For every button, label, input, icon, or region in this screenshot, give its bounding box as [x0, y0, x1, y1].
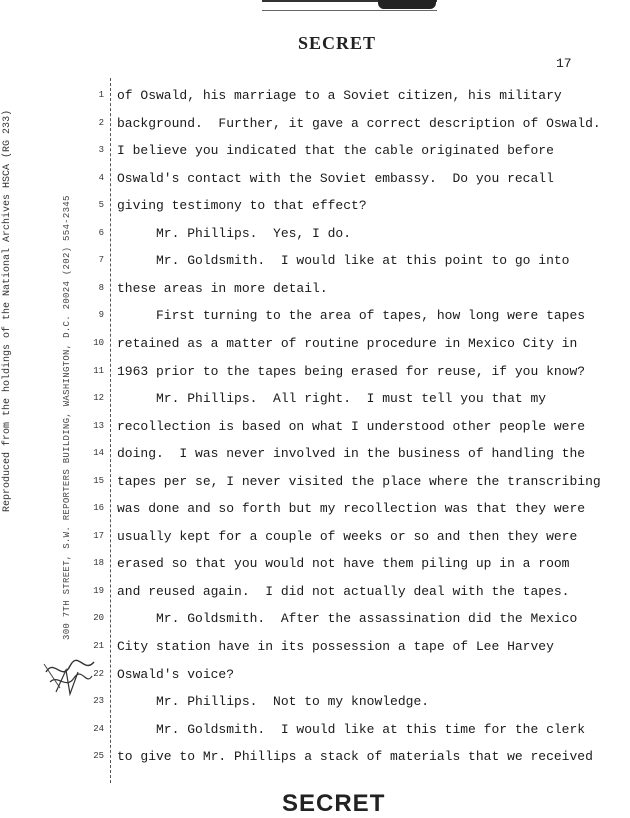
handwritten-signature [40, 652, 100, 700]
footer-secret-stamp: SECRET [282, 790, 386, 817]
transcript-line: these areas in more detail. [117, 280, 328, 296]
transcript-line: Mr. Phillips. Not to my knowledge. [117, 694, 430, 710]
page-number: 17 [556, 56, 572, 71]
transcript-line: and reused again. I did not actually deal with the tapes. [117, 583, 570, 599]
line-number: 11 [93, 365, 104, 376]
transcript-line: Oswald's voice? [117, 666, 235, 682]
transcript-line: giving testimony to that effect? [117, 198, 367, 214]
transcript-line: was done and so forth but my recollection was that they were [117, 501, 586, 517]
line-number: 17 [93, 530, 104, 541]
line-number: 12 [93, 393, 104, 404]
line-number: 23 [93, 696, 104, 707]
line-number: 9 [98, 310, 104, 321]
transcript-line: recollection is based on what I understood other people were [117, 418, 586, 434]
line-number: 18 [93, 558, 104, 569]
line-number: 15 [93, 475, 104, 486]
transcript-line: I believe you indicated that the cable originated before [117, 143, 554, 159]
transcript-line: Mr. Goldsmith. I would like at this time for the clerk [117, 721, 586, 737]
line-number: 6 [98, 227, 104, 238]
line-number: 14 [93, 448, 104, 459]
reporter-address: 300 7TH STREET, S.W. REPORTERS BUILDING, WASHINGTON, D.C. 20024 (202) 554-2345 [62, 195, 72, 640]
line-number: 19 [93, 585, 104, 596]
transcript-line: background. Further, it gave a correct description of Oswald. [117, 115, 601, 131]
reproduction-note: Reproduced from the holdings of the National Archives HSCA (RG 233) [2, 109, 13, 512]
line-number: 2 [98, 117, 104, 128]
top-ink-blot [378, 0, 436, 9]
line-number: 4 [98, 172, 104, 183]
line-number: 20 [93, 613, 104, 624]
line-number: 1 [98, 90, 104, 100]
line-number: 10 [93, 337, 104, 348]
margin-rule [110, 78, 111, 783]
transcript-line: doing. I was never involved in the business of handling the [117, 446, 586, 462]
transcript-line: Mr. Goldsmith. I would like at this point to go into [117, 253, 570, 269]
transcript-line: erased so that you would not have them piling up in a room [117, 556, 570, 572]
line-number: 21 [93, 641, 104, 651]
transcript-line: usually kept for a couple of weeks or so and then they were [117, 528, 578, 544]
line-number: 3 [98, 145, 104, 156]
transcript-line: Mr. Goldsmith. After the assassination did the Mexico [117, 611, 578, 627]
transcript-line: First turning to the area of tapes, how long were tapes [117, 308, 586, 324]
transcript-line: Mr. Phillips. All right. I must tell you that my [117, 391, 547, 407]
line-number: 22 [93, 668, 104, 679]
line-number: 7 [98, 255, 104, 266]
line-number: 25 [93, 751, 104, 762]
transcript-line: to give to Mr. Phillips a stack of materials that we received [117, 749, 593, 765]
header-secret-stamp: SECRET [298, 33, 377, 53]
transcript-line: retained as a matter of routine procedure in Mexico City in [117, 335, 578, 351]
transcript-line: of Oswald, his marriage to a Soviet citizen, his military [117, 88, 562, 103]
line-number: 8 [98, 282, 104, 293]
transcript-line: 1963 prior to the tapes being erased for reuse, if you know? [117, 363, 586, 379]
line-number: 13 [93, 420, 104, 431]
line-number: 24 [93, 723, 104, 734]
line-number: 5 [98, 200, 104, 211]
transcript-line: Oswald's contact with the Soviet embassy. Do you recall [117, 170, 554, 186]
transcript-line: Mr. Phillips. Yes, I do. [117, 225, 352, 241]
transcript-line: City station have in its possession a tape of Lee Harvey [117, 639, 554, 654]
line-number: 16 [93, 503, 104, 514]
transcript-line: tapes per se, I never visited the place where the transcribing [117, 473, 601, 489]
